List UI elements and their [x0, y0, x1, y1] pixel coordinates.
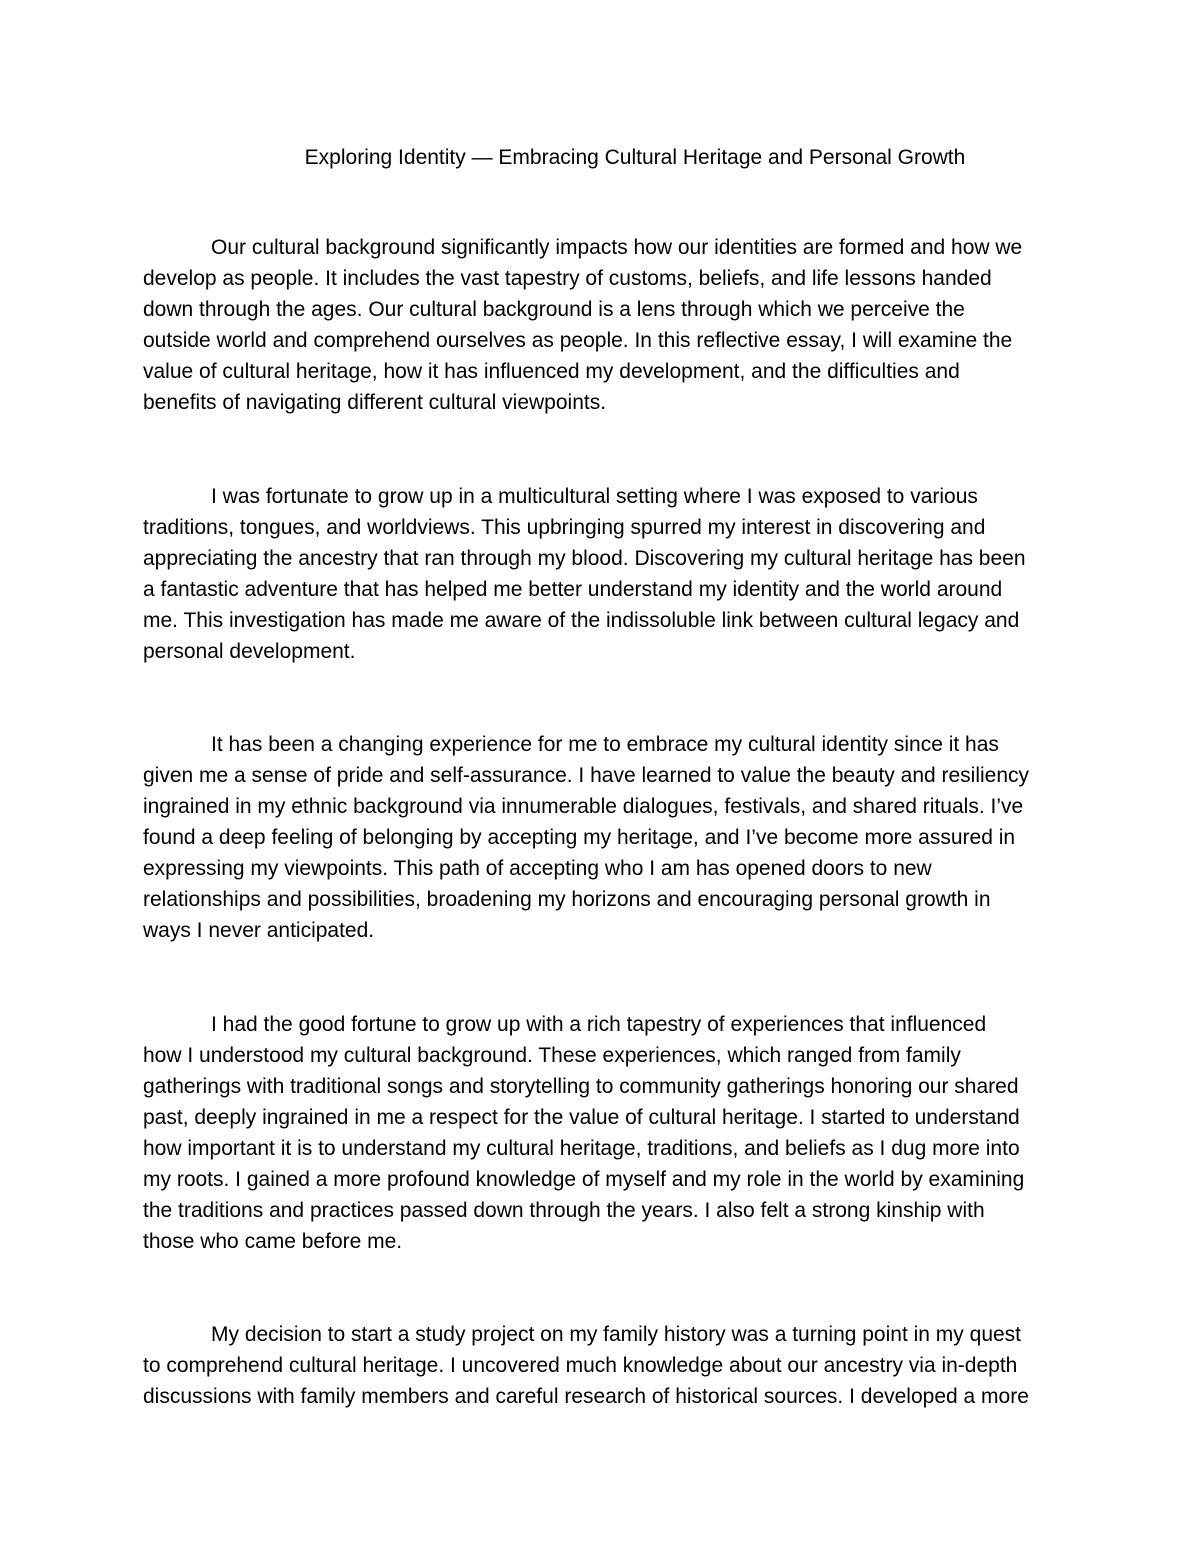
paragraph-2	[143, 481, 1061, 667]
paragraph-line: ways I never anticipated.	[143, 919, 375, 942]
paragraph-1	[143, 232, 1061, 418]
paragraph-line: past, deeply ingrained in me a respect for the value of cultural heritage. I started to understand	[143, 1106, 1020, 1129]
paragraph-line: found a deep feeling of belonging by accepting my heritage, and I’ve become more assured in	[143, 826, 1016, 849]
paragraph-line: traditions, tongues, and worldviews. This upbringing spurred my interest in discovering and	[143, 516, 986, 539]
paragraph-line: gatherings with traditional songs and storytelling to community gatherings honoring our shared	[143, 1075, 1019, 1098]
paragraph-line: develop as people. It includes the vast tapestry of customs, beliefs, and life lessons handed	[143, 267, 992, 290]
paragraph-4	[143, 1009, 1061, 1257]
paragraph-line: me. This investigation has made me aware of the indissoluble link between cultural legacy and	[143, 609, 1020, 632]
paragraph-line: those who came before me.	[143, 1230, 403, 1253]
paragraph-line: expressing my viewpoints. This path of accepting who I am has opened doors to new	[143, 857, 932, 880]
paragraph-line: to comprehend cultural heritage. I uncovered much knowledge about our ancestry via in-depth	[143, 1354, 1018, 1377]
paragraph-line: value of cultural heritage, how it has influenced my development, and the difficulties and	[143, 360, 960, 383]
paragraph-line: personal development.	[143, 640, 356, 663]
paragraph-line: given me a sense of pride and self-assurance. I have learned to value the beauty and resiliency	[143, 764, 1030, 787]
paragraph-line: appreciating the ancestry that ran through my blood. Discovering my cultural heritage has been	[143, 547, 1026, 570]
paragraph-line: relationships and possibilities, broadening my horizons and encouraging personal growth in	[143, 888, 991, 911]
paragraph-line: I had the good fortune to grow up with a rich tapestry of experiences that influenced	[211, 1013, 987, 1036]
paragraph-line: outside world and comprehend ourselves as people. In this reflective essay, I will examine the	[143, 329, 1013, 352]
paragraph-5	[143, 1319, 1061, 1412]
paragraph-line: down through the ages. Our cultural background is a lens through which we perceive the	[143, 298, 965, 321]
paragraph-line: discussions with family members and careful research of historical sources. I developed a more	[143, 1385, 1029, 1408]
paragraph-line: my roots. I gained a more profound knowledge of myself and my role in the world by examining	[143, 1168, 1025, 1191]
paragraph-line: how important it is to understand my cultural heritage, traditions, and beliefs as I dug more into	[143, 1137, 1020, 1160]
paragraph-line: ingrained in my ethnic background via innumerable dialogues, festivals, and shared rituals. I’ve	[143, 795, 1024, 818]
paragraph-line: how I understood my cultural background. These experiences, which ranged from family	[143, 1044, 961, 1067]
paragraph-line: It has been a changing experience for me to embrace my cultural identity since it has	[211, 733, 999, 756]
paragraph-line: Our cultural background significantly impacts how our identities are formed and how we	[211, 236, 1023, 259]
paragraph-3	[143, 729, 1061, 946]
paragraph-line: the traditions and practices passed down through the years. I also felt a strong kinship with	[143, 1199, 985, 1222]
document-title: Exploring Identity — Embracing Cultural Heritage and Personal Growth	[304, 146, 966, 169]
paragraph-line: My decision to start a study project on my family history was a turning point in my quest	[211, 1323, 1022, 1346]
paragraph-line: a fantastic adventure that has helped me better understand my identity and the world around	[143, 578, 1003, 601]
paragraph-line: I was fortunate to grow up in a multicultural setting where I was exposed to various	[211, 485, 978, 508]
paragraph-line: benefits of navigating different cultural viewpoints.	[143, 391, 607, 414]
